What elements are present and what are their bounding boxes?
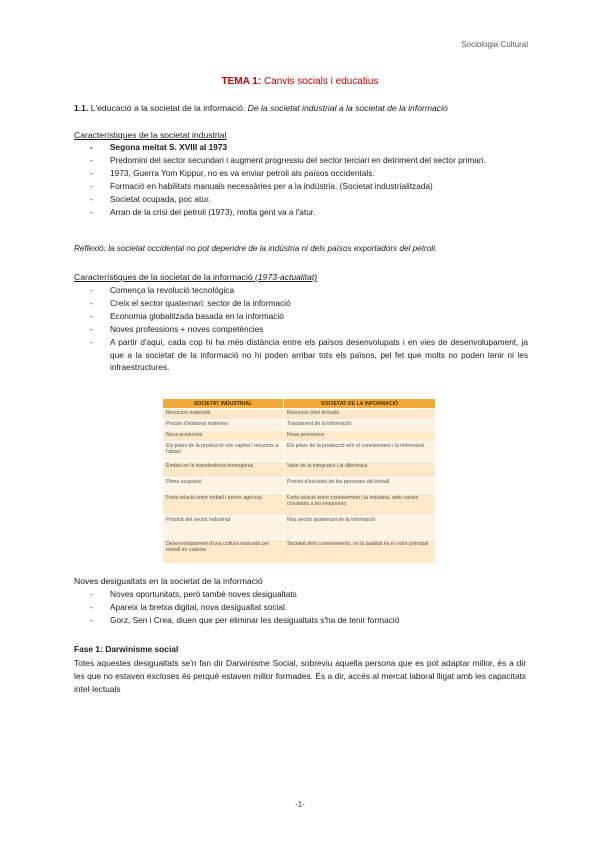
list-item: - Gorz, Sen i Crea, diuen que per eliminar les desigualtats s'ha de tenir formació	[90, 614, 528, 627]
list-item: - 1973, Guerra Yom Kippur, no es va enviar petroli als països occidentals.	[90, 167, 528, 180]
table-cell: Nous processos	[283, 431, 435, 442]
section-heading	[74, 103, 448, 113]
title-text: Canvis socials i educatius	[261, 76, 379, 87]
table-cell: Els pilars de la producció són el coneixement i la informació	[283, 442, 435, 462]
phase-paragraph: Totes aquestes desigualtats se'n fan dir Darwinisme Social, sobreviu aquella persona que es pot adaptar millor, és a dir les que no estaven excloses és perquè estaven millor formades. És a dir, accés al mercat laboral lligat amb les capacitats intel·lectuals	[74, 658, 526, 694]
table-row	[163, 462, 436, 478]
industrial-list	[90, 141, 528, 218]
table-cell: Els pilars de la producció són capital i recursos a l'abast	[163, 442, 284, 462]
list-item: - Formació en habilitats manuals necessàries per a la indústria. (Societat industrialitzada)	[90, 180, 528, 193]
section-number: 1.1.	[74, 103, 89, 113]
information-heading-text: Característiques de la societat de la informació	[74, 272, 253, 282]
table-cell: Procés d'exclusió de les persones del treball	[283, 478, 435, 494]
industrial-heading: Característiques de la societat industrial	[74, 130, 227, 140]
column-header: SOCIETAT INDUSTRIAL	[163, 399, 284, 409]
table-row	[163, 420, 436, 431]
list-item: - Noves oportunitats, però també noves desigualtats	[90, 588, 528, 601]
table-cell: Èmfasi en la transferència homogènia	[163, 462, 284, 478]
table-cell: Recursos intel·lectuals	[283, 409, 435, 420]
page-number: -1-	[295, 800, 305, 809]
reflection-text: la societat occidental no pot dependre de la indústria ni dels països exportadors del petroli.	[105, 244, 438, 253]
table-row	[163, 431, 436, 442]
document-title	[0, 76, 600, 87]
table-row	[163, 442, 436, 462]
table-header-row	[163, 399, 436, 409]
table-row	[163, 540, 436, 564]
table-row	[163, 478, 436, 494]
table-cell: Valor de la integració i la diferència	[283, 462, 435, 478]
reflection-note	[74, 244, 437, 253]
phase-heading: Fase 1: Darwinisme social	[74, 644, 179, 654]
table-cell: Forta relació entre treball i sector agrícola	[163, 494, 284, 516]
list-item: - A partir d'aquí, cada cop hi ha més distància entre els països desenvolupats i en vies de desenvolupament, ja que a la societat de la informació no hi poden arribar tots els països, pel fet que molts no poden tenir ni les infraestructures.	[90, 336, 528, 375]
comparison-table	[162, 398, 436, 564]
information-list	[90, 284, 528, 374]
list-item: - Creix el sector quaternari: sector de la informació	[90, 297, 528, 310]
title-prefix: TEMA 1:	[221, 76, 262, 87]
table-row	[163, 409, 436, 420]
section-text: L'educació a la societat de la informació.	[88, 103, 248, 113]
table-cell: Plena ocupació	[163, 478, 284, 494]
table-cell: Desenvolupament d'una cultura marcada pel treball en cadena	[163, 540, 284, 564]
running-header: Sociologia Cultural	[461, 40, 528, 49]
inequalities-list	[90, 588, 528, 627]
list-item: - Economia globalitzada basada en la informació	[90, 310, 528, 323]
table-row	[163, 516, 436, 540]
table-cell: Recursos materials	[163, 409, 284, 420]
table-cell: Societat dels coneixements, on la qualitat és el valor principal	[283, 540, 435, 564]
inequalities-heading: Noves desigualtats en la societat de la informació	[74, 576, 263, 586]
table-cell: Prioritat del sector industrial	[163, 516, 284, 540]
list-item: - Arran de la crisi del petroli (1973), molta gent va a l'atur.	[90, 206, 528, 219]
table-cell: Forta relació entre coneixement i la indústria, amb canvis constants a les empreses	[283, 494, 435, 516]
list-item: - Comença la revolució tecnològica	[90, 284, 528, 297]
list-item: - Segona meitat S. XVIII al 1973	[90, 141, 528, 154]
list-item: - Predomini del sector secundari i augment progressiu del sector terciari en detriment del sector primari.	[90, 154, 528, 167]
information-heading-period: (1973-actualitat)	[252, 272, 318, 282]
table-row	[163, 494, 436, 516]
column-header: SOCIETAT DE LA INFORMACIÓ	[283, 399, 435, 409]
table-cell: Nous productes	[163, 431, 284, 442]
list-item: - Noves professions + noves competències	[90, 323, 528, 336]
table-cell: Procés d'elaborar matèries	[163, 420, 284, 431]
section-subtitle: De la societat industrial a la societat de la informació	[247, 103, 448, 113]
list-item: - Apareix la bretxa digital, nova desigualtat social.	[90, 601, 528, 614]
table-cell: Nou sector quaternari de la informació	[283, 516, 435, 540]
information-heading	[74, 272, 317, 282]
list-item: - Societat ocupada, poc atur.	[90, 193, 528, 206]
table-cell: Tractament de la informació	[283, 420, 435, 431]
reflection-label: Reflexió:	[74, 244, 106, 253]
